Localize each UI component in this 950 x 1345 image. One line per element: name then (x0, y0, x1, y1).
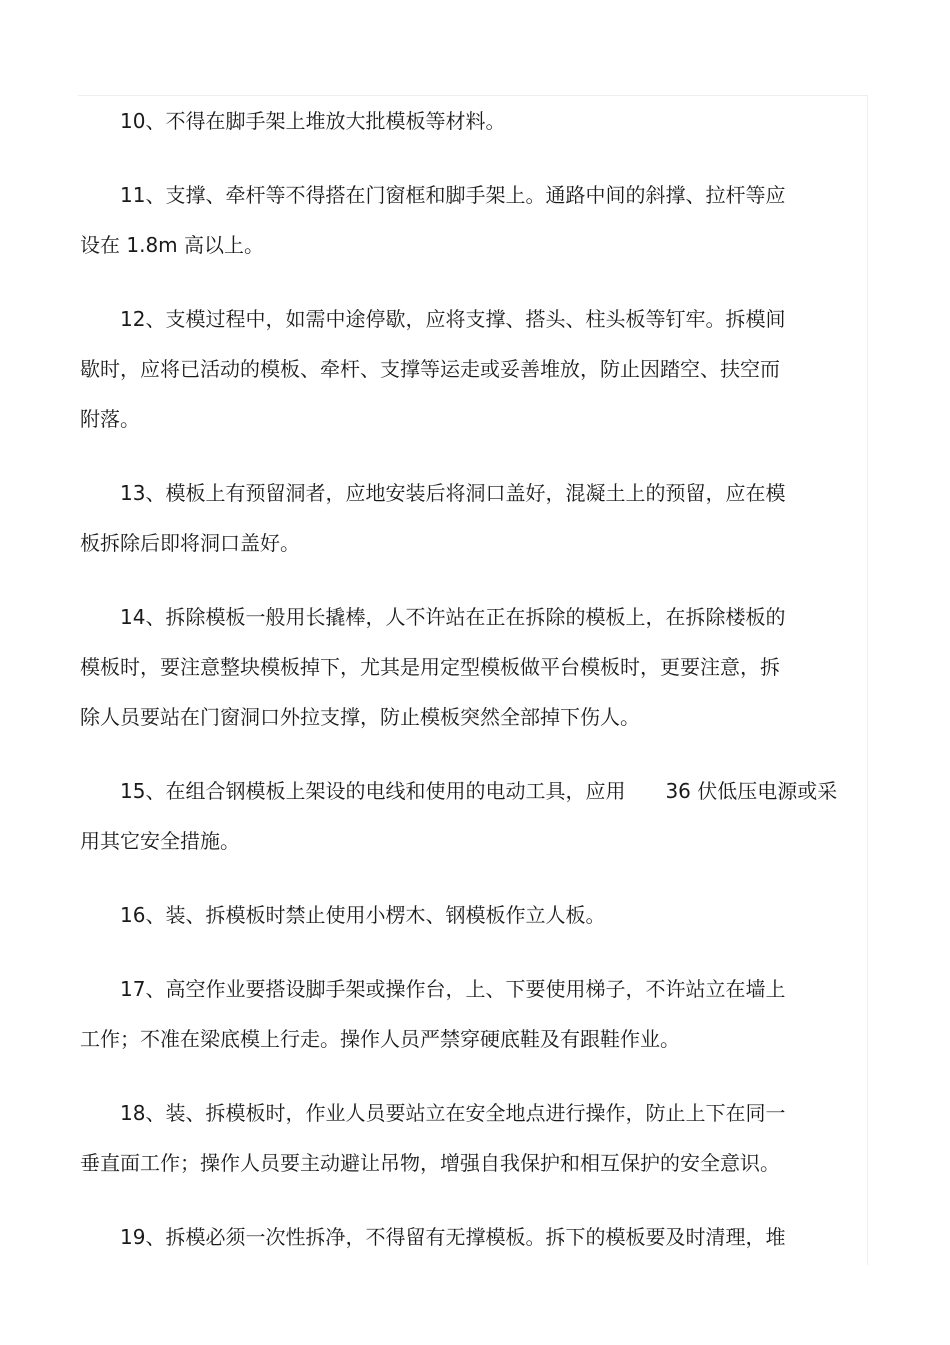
paragraph-line: 设在 1.8m 高以上。 (80, 233, 265, 257)
paragraph-line: 19、拆模必须一次性拆净，不得留有无撑模板。拆下的模板要及时清理，堆 (120, 1225, 786, 1249)
paragraph-line (80, 766, 880, 816)
paragraph-18 (80, 1088, 880, 1188)
paragraph-line-part: 36 伏低压电源或采 (665, 779, 838, 803)
paragraph-line: 模板时，要注意整块模板掉下，尤其是用定型模板做平台模板时，更要注意，拆 (80, 655, 780, 679)
paragraph-11 (80, 170, 880, 270)
paragraph-line: 垂直面工作；操作人员要主动避让吊物，增强自我保护和相互保护的安全意识。 (80, 1151, 780, 1175)
paragraph-14 (80, 592, 880, 742)
paragraph-line: 11、支撑、牵杆等不得搭在门窗框和脚手架上。通路中间的斜撑、拉杆等应 (120, 183, 786, 207)
paragraph-16 (80, 890, 880, 940)
paragraph-line-part: 15、在组合钢模板上架设的电线和使用的电动工具，应用 (120, 779, 626, 803)
paragraph-line: 16、装、拆模板时禁止使用小楞木、钢模板作立人板。 (120, 903, 606, 927)
paragraph-line: 除人员要站在门窗洞口外拉支撑，防止模板突然全部掉下伤人。 (80, 705, 640, 729)
paragraph-line: 板拆除后即将洞口盖好。 (80, 531, 300, 555)
paragraph-line: 用其它安全措施。 (80, 829, 240, 853)
paragraph-19 (80, 1212, 880, 1262)
paragraph-line: 18、装、拆模板时，作业人员要站立在安全地点进行操作，防止上下在同一 (120, 1101, 786, 1125)
paragraph-line: 歇时，应将已活动的模板、牵杆、支撑等运走或妥善堆放，防止因踏空、扶空而 (80, 357, 780, 381)
paragraph-line: 10、不得在脚手架上堆放大批模板等材料。 (120, 109, 506, 133)
paragraph-17 (80, 964, 880, 1064)
paragraph-10 (80, 96, 880, 146)
paragraph-line: 附落。 (80, 407, 140, 431)
paragraph-15 (80, 766, 880, 866)
paragraph-line: 17、高空作业要搭设脚手架或操作台，上、下要使用梯子，不许站立在墙上 (120, 977, 786, 1001)
paragraph-line: 12、支模过程中，如需中途停歇，应将支撑、搭头、柱头板等钉牢。拆模间 (120, 307, 786, 331)
paragraph-13 (80, 468, 880, 568)
paragraph-line: 工作；不准在梁底模上行走。操作人员严禁穿硬底鞋及有跟鞋作业。 (80, 1027, 680, 1051)
paragraph-line: 14、拆除模板一般用长撬棒，人不许站在正在拆除的模板上，在拆除楼板的 (120, 605, 786, 629)
paragraph-12 (80, 294, 880, 444)
paragraph-line: 13、模板上有预留洞者，应地安装后将洞口盖好，混凝土上的预留，应在模 (120, 481, 786, 505)
document-body (80, 96, 880, 1286)
